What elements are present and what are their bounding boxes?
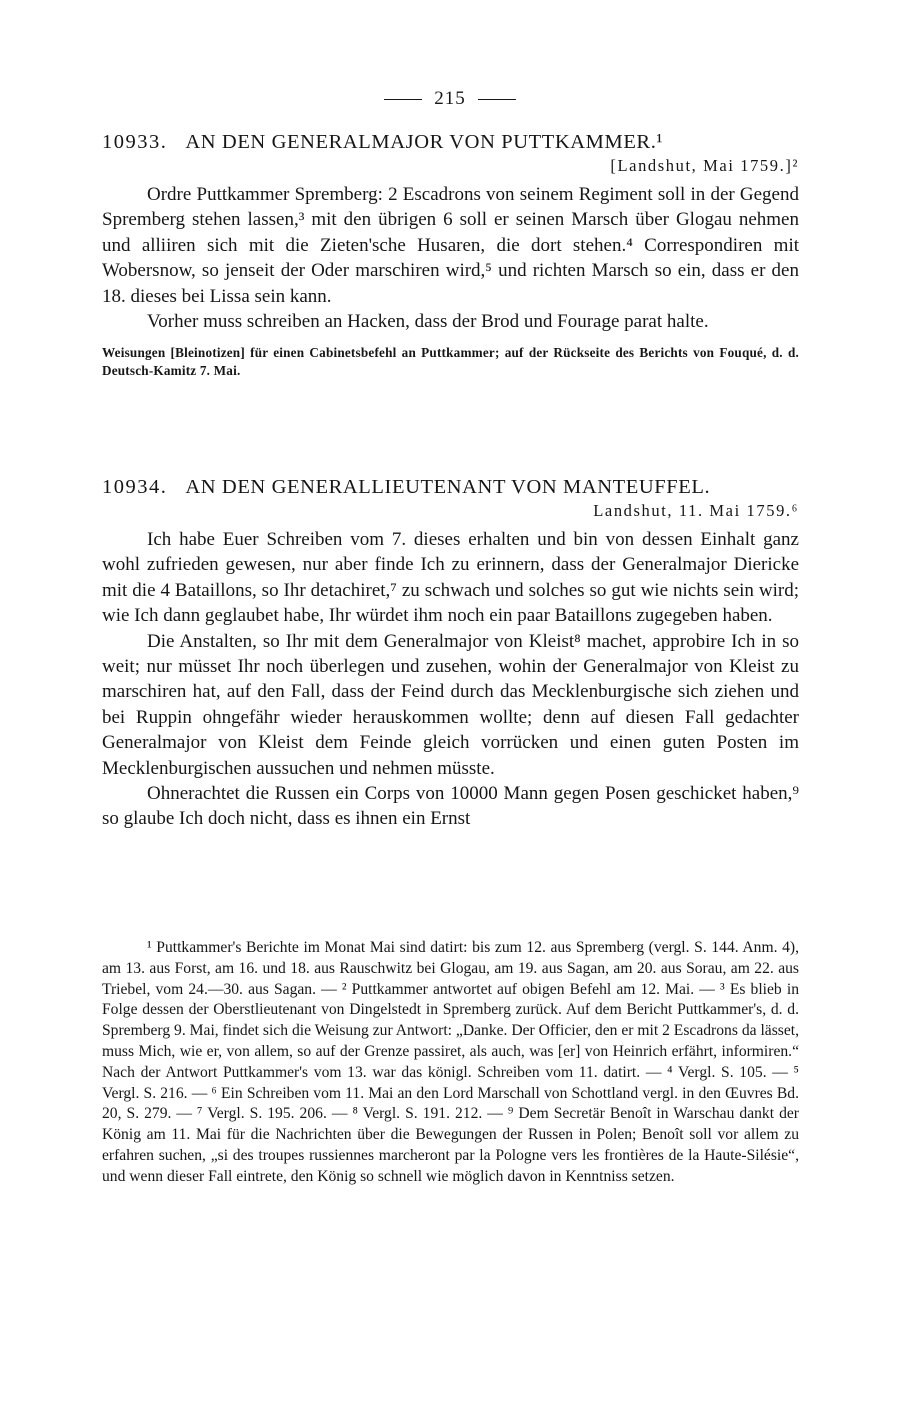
paragraph: Die Anstalten, so Ihr mit dem Generalmajor von Kleist⁸ machet, approbire Ich in so weit; nur müsset Ihr noch überlegen und zusehen, wohin der Generalmajor von Kleist zu marschiren hat, auf den Fall, dass der Feind durch das Mecklenburgische sich ziehen und bei Ruppin ohngefähr wieder herauskommen wollte; denn auf diesen Fall gedachter Generalmajor von Kleist dem Feinde gleich vorrücken und einen guten Posten im Mecklenburgischen aussuchen und nehmen müsste.: [102, 630, 799, 779]
footnote-text: ¹ Puttkammer's Berichte im Monat Mai sind datirt: bis zum 12. aus Spremberg (vergl. S. 144. Anm. 4), am 13. aus Forst, am 16. und 18. aus Rauschwitz bei Glogau, am 19. aus Sagan, am 20. aus Sorau, am 22. aus Triebel, vom 24.—30. aus Sagan. — ² Puttkammer antwortet auf obigen Befehl am 12. Mai. — ³ Es blieb in Folge dessen der Oberstlieutenant von Dingelstedt in Spremberg zurück. Auf dem Bericht Puttkammer's, d. d. Spremberg 9. Mai, findet sich die Weisung zur Antwort: „Danke. Der Officier, den er mit 2 Escadrons da lässet, muss Mich, wie er, von allem, so auf der Grenze passiret, als auch, was [er] von Heinrich erfährt, informiren.“ Nach der Antwort Puttkammer's vom 13. war das königl. Schreiben vom 11. datirt. — ⁴ Vergl. S. 105. — ⁵ Vergl. S. 216. — ⁶ Ein Schreiben vom 11. Mai an den Lord Marschall von Schottland vergl. in den Œuvres Bd. 20, S. 279. — ⁷ Vergl. S. 195. 206. — ⁸ Vergl. S. 191. 212. — ⁹ Dem Secretär Benoît in Warschau dankt der König am 11. Mai für die Nachrichten über die Bewegungen der Russen in Polen; Benoît soll vor allem zu erfahren suchen, „si des troupes russiennes marcheront par la Pologne vers les frontières de la Haute-Silésie“, und wenn dieser Fall eintrete, den König so schnell wie möglich davon in Kenntniss setzen.: [102, 939, 799, 1185]
paragraph: Ich habe Euer Schreiben vom 7. dieses erhalten und bin von dessen Einhalt ganz wohl zufrieden gewesen, nur aber finde Ich zu erinnern, dass der Generalmajor Diericke mit die 4 Bataillons, so Ihr detachiret,⁷ zu schwach und solches so gut wie nichts sein wird; wie Ich dann geglaubet habe, Ihr würdet ihm noch ein paar Bataillons zugegeben haben.: [102, 529, 799, 627]
letter-number: 10933.: [102, 131, 168, 153]
letter-addressee: AN DEN GENERALLIEUTENANT VON MANTEUFFEL.: [185, 476, 711, 498]
letter-heading: [102, 476, 799, 499]
letter-number: 10934.: [102, 476, 168, 498]
header-rule-left: [384, 99, 422, 100]
paragraph: Vorher muss schreiben an Hacken, dass der Brod und Fourage parat halte.: [147, 311, 709, 333]
page-number: 215: [434, 88, 466, 109]
editorial-note: Weisungen [Bleinotizen] für einen Cabinetsbefehl an Puttkammer; auf der Rückseite des Berichts von Fouqué, d. d. Deutsch-Kamitz 7. Mai.: [102, 345, 799, 379]
letter-10934: [102, 476, 799, 832]
letter-dateline: Landshut, 11. Mai 1759.⁶: [593, 501, 799, 520]
letter-heading: [102, 131, 799, 154]
letter-body: [102, 182, 799, 334]
page-header: [0, 88, 900, 110]
paragraph: Ohnerachtet die Russen ein Corps von 10000 Mann gegen Posen geschicket haben,⁹ so glaube Ich doch nicht, dass es ihnen ein Ernst: [102, 783, 799, 830]
letter-addressee: AN DEN GENERALMAJOR VON PUTTKAMMER.¹: [185, 131, 664, 153]
letter-10933: [102, 131, 799, 380]
letter-body: [102, 527, 799, 832]
header-rule-right: [478, 99, 516, 100]
footnotes: [102, 938, 799, 1188]
paragraph: Ordre Puttkammer Spremberg: 2 Escadrons von seinem Regiment soll in der Gegend Spremberg stehen lassen,³ mit den übrigen 6 soll er seinen Marsch über Glogau nehmen und alliiren sich mit die Zieten'sche Husaren, die dort stehen.⁴ Correspondiren mit Wobersnow, so jenseit der Oder marschiren wird,⁵ und richten Marsch so ein, dass er den 18. dieses bei Lissa sein kann.: [102, 184, 799, 307]
letter-dateline: [Landshut, Mai 1759.]²: [610, 156, 799, 175]
